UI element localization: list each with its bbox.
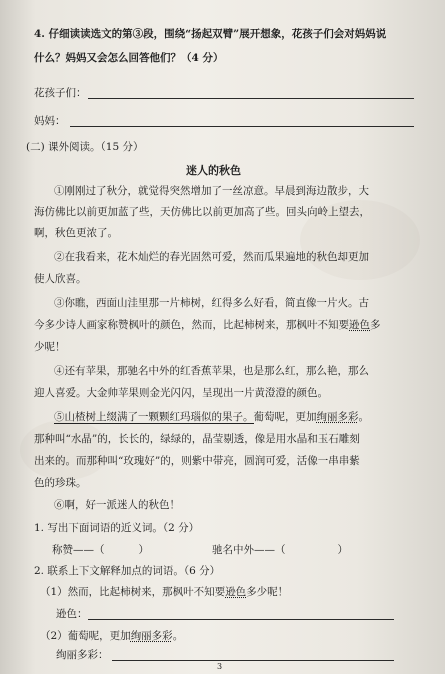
passage-p5-line-1-text: 葡萄呢，更加: [253, 411, 317, 423]
q2-part-2-label: 绚丽多彩：: [56, 649, 109, 661]
passage-p2-line-1: ②在我看来，花木灿烂的春光固然可爱，然而瓜果遍地的秋色却更加: [54, 251, 369, 263]
passage-p3-line-3: 少呢！: [34, 341, 66, 353]
passage-p3-dotted-word: 逊色: [349, 319, 370, 331]
q1-synonym-a: [52, 543, 149, 557]
q1-synonym-b-close: ）: [337, 544, 348, 556]
q4-children-answer-line[interactable]: [88, 98, 414, 99]
question-1: 1. 写出下面词语的近义词。（2 分）: [34, 522, 200, 534]
passage-p1-line-3: 啊，秋色更浓了。: [34, 227, 118, 239]
q1-synonym-a-close: ）: [138, 544, 149, 556]
passage-p4-line-1: ④还有苹果，那驰名中外的红香蕉苹果，也是那么红，那么艳，那么: [54, 365, 369, 377]
passage-p2-line-2: 使人欣喜。: [34, 273, 87, 285]
q1-synonym-b-label: 驰名中外——（: [212, 544, 286, 556]
passage-p4-line-2: 迎人喜爱。大金帅苹果则金光闪闪，呈现出一片黄澄澄的颜色。: [34, 387, 328, 399]
passage-p3-line-2-end: 多: [370, 319, 381, 331]
q2-part-1-pre: （1）然而，比起柿树来，那枫叶不知要: [40, 586, 226, 598]
section-2-heading: (二) 课外阅读。（15 分）: [26, 141, 144, 153]
passage-p5-line-2: 那种叫“水晶”的，长长的，绿绿的，晶莹剔透，像是用水晶和玉石雕刻: [34, 433, 360, 445]
passage-p3-line-1: ③你瞧，西面山洼里那一片柿树，红得多么好看，简直像一片火。古: [54, 297, 369, 309]
q4-line-1: 4. 仔细读读选文的第③段，围绕“扬起双臂”展开想象，花孩子们会对妈妈说: [34, 28, 387, 40]
q2-part-1-answer-line[interactable]: [88, 619, 394, 620]
passage-p3-line-2: [34, 318, 381, 332]
q2-part-2-pre: （2）葡萄呢，更加: [40, 630, 131, 642]
q2-part-1-dotted-word: 逊色: [225, 586, 247, 598]
q2-part-1-post: 多少呢！: [246, 586, 289, 598]
q4-mother-label: 妈妈：: [34, 115, 66, 127]
q2-part-2-dotted-word: 绚丽多彩: [130, 630, 173, 642]
passage-p5-line-1-end: 。: [358, 411, 369, 423]
q4-mother-answer-line[interactable]: [70, 126, 414, 127]
page-number: 3: [217, 662, 223, 671]
passage-p5-dotted-word: 绚丽多彩: [316, 411, 359, 423]
passage-p5-underlined-sentence: ⑤山楂树上缀满了一颗颗红玛瑙似的果子。: [54, 411, 254, 423]
q2-part-2-post: 。: [172, 630, 184, 642]
q2-part-1-label: 逊色：: [56, 608, 88, 620]
q2-part-2-answer-line[interactable]: [112, 660, 394, 661]
q1-synonym-b: [212, 543, 348, 557]
q2-part-1: [40, 585, 288, 599]
passage-p1-line-1: ①刚刚过了秋分，就觉得突然增加了一丝凉意。早晨到海边散步，大: [54, 185, 369, 197]
passage-p6: ⑥啊，好一派迷人的秋色！: [54, 499, 180, 511]
passage-p5-line-3: 出来的。而那种叫“玫瑰好”的，则紫中带亮，圆润可爱，活像一串串紫: [34, 455, 360, 467]
q2-part-2: [40, 629, 183, 643]
passage-p1-line-2: 海仿佛比以前更加蓝了些，天仿佛比以前更加高了些。回头向岭上望去，: [34, 206, 370, 218]
passage-title: 迷人的秋色: [186, 164, 241, 177]
passage-p5-line-4: 色的珍珠。: [34, 477, 87, 489]
q4-children-label: 花孩子们：: [34, 87, 87, 99]
paper-stain: [20, 420, 110, 480]
passage-p3-line-2-text: 今多少诗人画家称赞枫叶的颜色，然而，比起柿树来，那枫叶不知要: [34, 319, 349, 331]
question-2: 2. 联系上下文解释加点的词语。（6 分）: [34, 565, 221, 577]
q1-synonym-a-label: 称赞——（: [52, 544, 105, 556]
passage-p5-line-1: [54, 410, 369, 424]
q4-line-2: 什么？妈妈又会怎么回答他们？（4 分）: [34, 52, 224, 64]
